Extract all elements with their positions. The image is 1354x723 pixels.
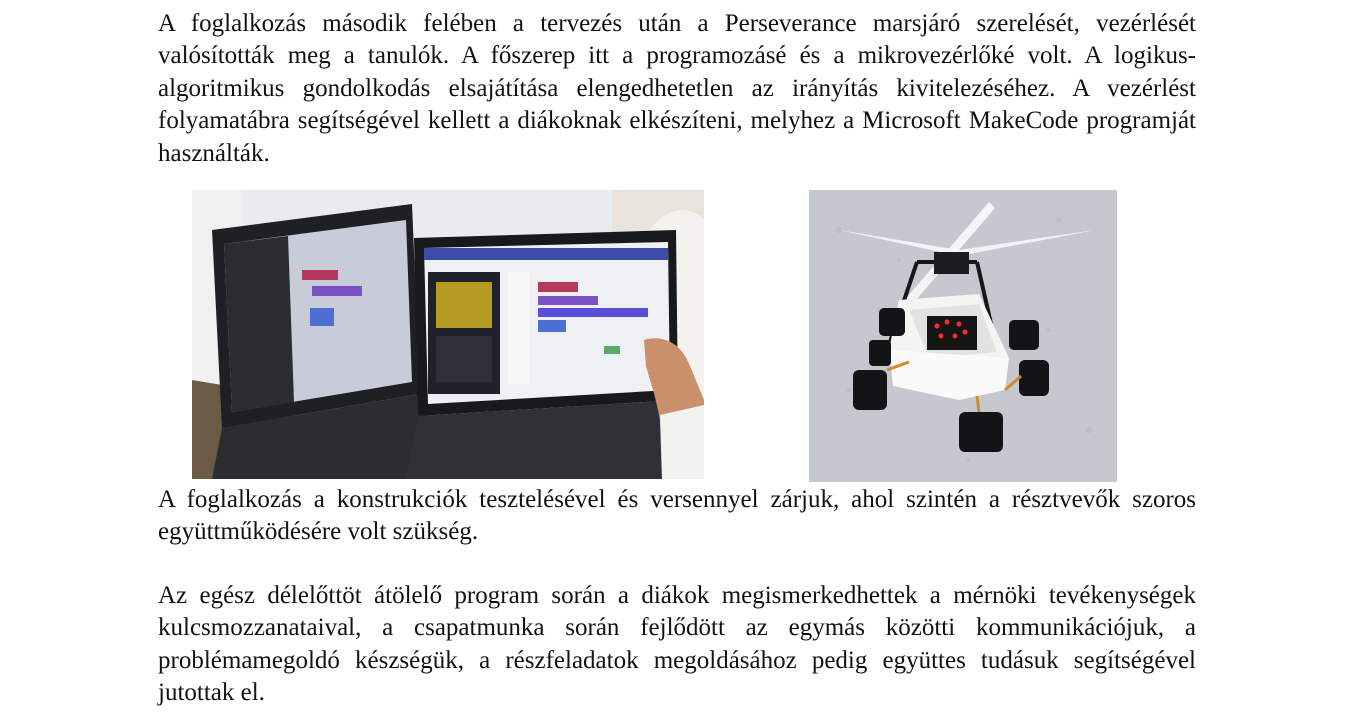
rover-photo — [809, 190, 1117, 482]
paragraph-summary: Az egész délelőttöt átölelő program során a diákok megismerkedhettek a mérnöki tevékenységek kulcsmozzanataival, a csapatmunka során fejlődött az egymás közötti kommunikációjuk, a problémamegoldó készségük, a részfeladatok megoldásához pedig együttes tudásuk segítségével jutottak el. — [158, 582, 1196, 707]
laptops-photo — [192, 190, 704, 479]
paragraph-testing: A foglalkozás a konstrukciók tesztelésével és versennyel zárjuk, ahol szintén a résztvevők szoros együttműködésére volt szükség. — [158, 486, 1196, 546]
rover-photo-illustration — [809, 190, 1117, 482]
paragraph-programming: A foglalkozás második felében a tervezés után a Perseverance marsjáró szerelését, vezérlését valósították meg a tanulók. A főszerep itt a programozásé és a mikrovezérlőké volt. A logikus-algoritmikus gondolkodás elsajátítása elengedhetetlen az irányítás kivitelezéséhez. A vezérlést folyamatábra segítségével kellett a diákoknak elkészíteni, melyhez a Microsoft MakeCode programját használták. — [158, 10, 1196, 167]
laptops-photo-illustration — [192, 190, 704, 479]
